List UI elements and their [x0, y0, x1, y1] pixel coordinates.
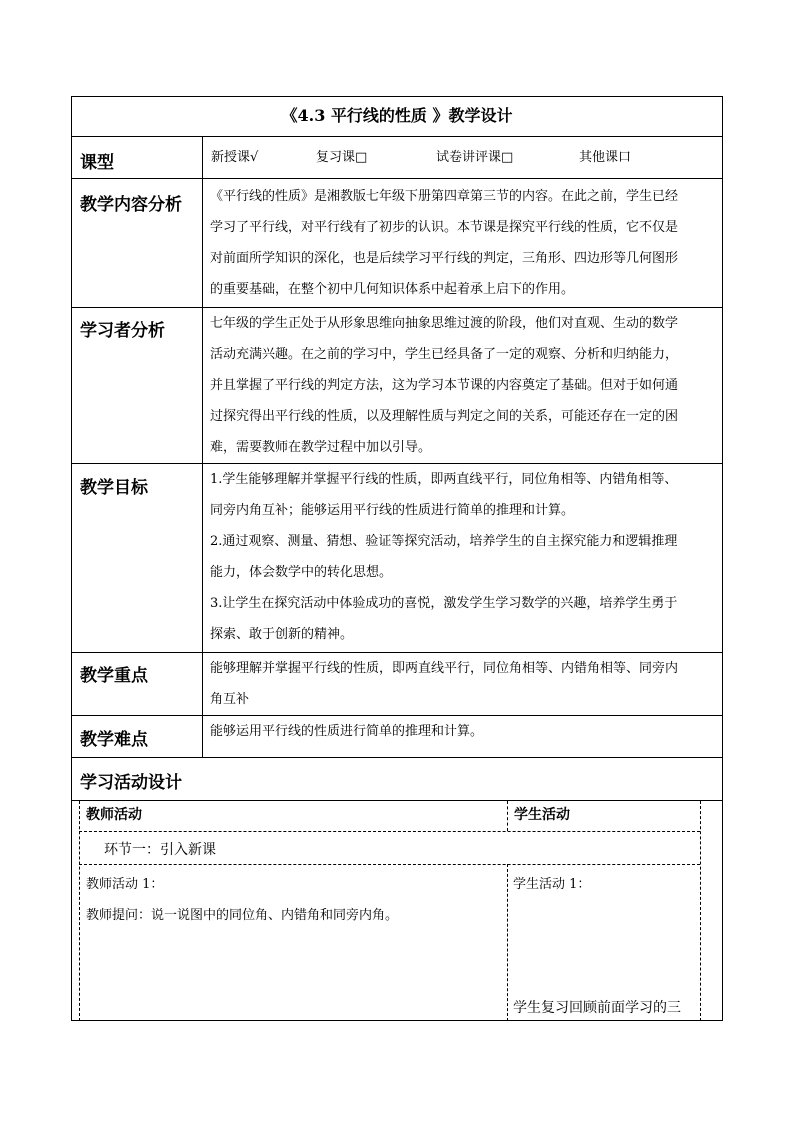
text-line: 活动充满兴趣。在之前的学习中，学生已经具备了一定的观察、分析和归纳能力， [210, 347, 679, 362]
teaching-goals-label: 教学目标 [80, 478, 148, 498]
activity-design-label: 学习活动设计 [80, 773, 182, 793]
section-intro-title: 环节一：引入新课 [104, 842, 216, 858]
text-line: 过探究得出平行线的性质，以及理解性质与判定之间的关系，可能还存在一定的困 [210, 409, 679, 424]
course-type-review: 复习课□ [316, 150, 368, 165]
text-line: 能够运用平行线的性质进行简单的推理和计算。 [210, 724, 484, 739]
key-points-label: 教学重点 [80, 666, 148, 686]
teacher-activity-1-title: 教师活动 1： [86, 877, 164, 892]
inner-border-left [79, 801, 80, 1021]
text-line: 的重要基础，在整个初中几何知识体系中起着承上启下的作用。 [210, 282, 575, 297]
difficulties-label: 教学难点 [80, 730, 148, 750]
teacher-activity-header: 教师活动 [86, 807, 142, 823]
inner-row-divider [79, 831, 700, 832]
text-line: 能够理解并掌握平行线的性质，即两直线平行，同位角相等、内错角相等、同旁内 [210, 661, 679, 676]
text-line: 探索、敢于创新的精神。 [210, 627, 354, 642]
text-line: 并且掌握了平行线的判定方法，这为学习本节课的内容奠定了基础。但对于如何通 [210, 378, 679, 393]
text-line: 1.学生能够理解并掌握平行线的性质，即两直线平行，同位角相等、内错角相等、 [210, 472, 678, 487]
content-analysis-label: 教学内容分析 [80, 195, 182, 215]
content-analysis-text [210, 181, 715, 305]
text-line: 同旁内角互补；能够运用平行线的性质进行简单的推理和计算。 [210, 503, 575, 518]
inner-column-divider [507, 801, 508, 831]
text-line: 能力，体会数学中的转化思想。 [210, 565, 393, 580]
course-type-new: 新授课√ [211, 150, 259, 165]
teacher-activity-1-text: 教师提问：说一说图中的同位角、内错角和同旁内角。 [86, 908, 399, 923]
row-divider [71, 800, 723, 801]
document-title: 《4.3 平行线的性质 》教学设计 [281, 106, 513, 125]
row-divider [71, 757, 723, 758]
course-type-exam: 试卷讲评课□ [436, 150, 514, 165]
course-type-label: 课型 [80, 153, 114, 173]
student-activity-header: 学生活动 [514, 807, 570, 823]
learner-analysis-label: 学习者分析 [80, 321, 165, 341]
student-activity-1-title: 学生活动 1： [513, 877, 591, 892]
teaching-goals-text [210, 464, 715, 650]
text-line: 2.通过观察、测量、猜想、验证等探究活动，培养学生的自主探究能力和逻辑推理 [210, 534, 678, 549]
text-line: 学习了平行线，对平行线有了初步的认识。本节课是探究平行线的性质，它不仅是 [210, 220, 679, 235]
course-type-other: 其他课口 [579, 150, 632, 165]
inner-column-divider [507, 864, 508, 1021]
column-divider [202, 136, 203, 757]
text-line: 角互补 [210, 692, 250, 707]
learner-analysis-text [210, 308, 715, 463]
text-line: 3.让学生在探究活动中体验成功的喜悦，激发学生学习数学的兴趣，培养学生勇于 [210, 596, 678, 611]
text-line: 难，需要教师在教学过程中加以引导。 [210, 440, 432, 455]
inner-border-right [700, 801, 701, 1021]
text-line: 七年级的学生正处于从形象思维向抽象思维过渡的阶段，他们对直观、生动的数学 [210, 316, 679, 331]
difficulties-text [210, 716, 715, 747]
text-line: 对前面所学知识的深化，也是后续学习平行线的判定，三角形、四边形等几何图形 [210, 251, 679, 266]
key-points-text [210, 653, 715, 715]
row-divider [71, 178, 723, 179]
row-divider [71, 136, 723, 137]
inner-row-divider [79, 864, 700, 865]
text-line: 《平行线的性质》是湘教版七年级下册第四章第三节的内容。在此之前，学生已经 [210, 189, 679, 204]
student-activity-1-text: 学生复习回顾前面学习的三 [513, 1000, 681, 1016]
